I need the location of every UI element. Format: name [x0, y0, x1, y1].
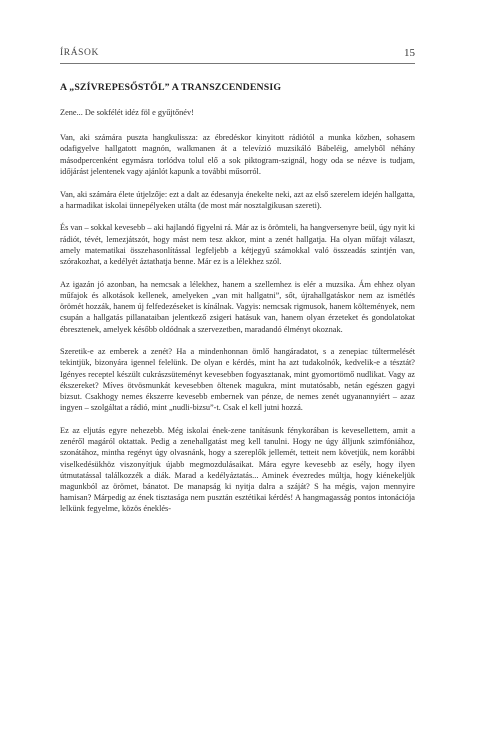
epigraph: Zene... De sokfélét idéz föl e gyűjtőnév! — [60, 108, 194, 117]
paragraph: Van, aki számára élete útjelzője: ezt a dalt az édesanyja énekelte neki, azt az első szerelem idején hallgatta, a harmadikat iskolai ünnepélyeken utálta (de most már nosztalgikusan szereti). — [60, 189, 415, 210]
paragraph: Ez az eljutás egyre nehezebb. Még iskolai ének-zene tanításunk fénykorában is kevesellettem, amit a zenéről magáról oktattak. Pedig a zenehallgatást meg kell tanulni. Hogy ne úgy álljunk szimfóniához, szonátához, mintha regényt úgy olvasnánk, hogy a szereplők jellemét, tetteit nem követjük, nem korábbi viselkedésükhöz viszonyítjuk újabb megmozdulásaikat. Mára egyre kevesebb az esély, hogy ilyen útmutatással találkozzék a diák. Marad a kedélyáztatás... Aminek évezredes múltja, hogy kiénekeljük magunkból az örömet, bánatot. De manapság ki nyitja dalra a száját? S ha mégis, vajon mennyire hamisan? Márpedig az ének tisztasága nem pusztán esztétikai kérdés! A hangmagasság pontos intonációja lelkünk fegyelme, közös éneklés- — [60, 425, 415, 514]
running-head — [60, 48, 415, 62]
paragraph: Van, aki számára puszta hangkulissza: az ébredéskor kinyitott rádiótól a munka közben, sohasem odafigyelve hallgatott magnón, walkmanen át a televízió muzsikáló Bábeléig, amelyből néhány másodpercenként egymásra torlódva tolul elő a sok piktogram-szignál, hogy oda se nézve is tudjam, időjárást jelentenek vagy ajánlót kapunk a további műsorról. — [60, 133, 415, 176]
page-number: 15 — [404, 47, 415, 59]
paragraph: Szeretik-e az emberek a zenét? Ha a mindenhonnan ömlő hangáradatot, s a zenepiac túltermelését tekintjük, bizonyára igennel felelünk. De olyan e kérdés, mint ha azt tudakolnók, kedvelik-e a tésztát? Igényes receptel készült cukrászsüteményt kevesebben fogyasztanak, mint gyomortömő nudlikat. Vagy az ékszereket? Míves ötvösmunkát kevesebben öltenek magukra, mint mutatósabb, netán egészen gagyi bizsut. Csakhogy nemes ékszerre kevesebb embernek van pénze, de nemes zenét ugyanannyiért – azaz ingyen – szolgáltat a rádió, mint „nudli-bizsu”-t. Csak el kell jutni hozzá. — [60, 347, 415, 413]
article-title: A „SZÍVREPESŐSTŐL” A TRANSZCENDENSIG — [60, 82, 282, 93]
section-label: ÍRÁSOK — [60, 48, 99, 58]
header-rule — [60, 63, 415, 64]
paragraph: És van – sokkal kevesebb – aki hajlandó figyelni rá. Már az is örömteli, ha hangversenyre beül, úgy nyit ki rádiót, tévét, lemezjátszót, hogy mást nem tesz akkor, mint a zenét hallgatja. Ha olyan műfajt választ, amely matematikai összehasonlítással legfeljebb a kétjegyű számokkal való összeadás szintjén van, szórakozhat, a kedélyét áztathatja benne. Már ez is a lélekhez szól. — [60, 223, 415, 267]
paragraph: Az igazán jó azonban, ha nemcsak a lélekhez, hanem a szellemhez is elér a muzsika. Ám ehhez olyan műfajok és alkotások kellenek, amelyeken „van mit hallgatni”, sőt, újrahallgatáskor nem az ismétlés örömét hozzák, hanem új felfedezéseket is kínálnak. Vagyis: nemcsak rigmusok, hanem költemények, nem csupán a hallgatás pillanataiban jelentkező zsigeri hatásuk van, hanem olyan érzeteket és gondolatokat ébresztenek, amelyek később oldódnak a szervezetben, maradandó élményt okoznak. — [60, 279, 415, 334]
article-body — [60, 82, 415, 526]
